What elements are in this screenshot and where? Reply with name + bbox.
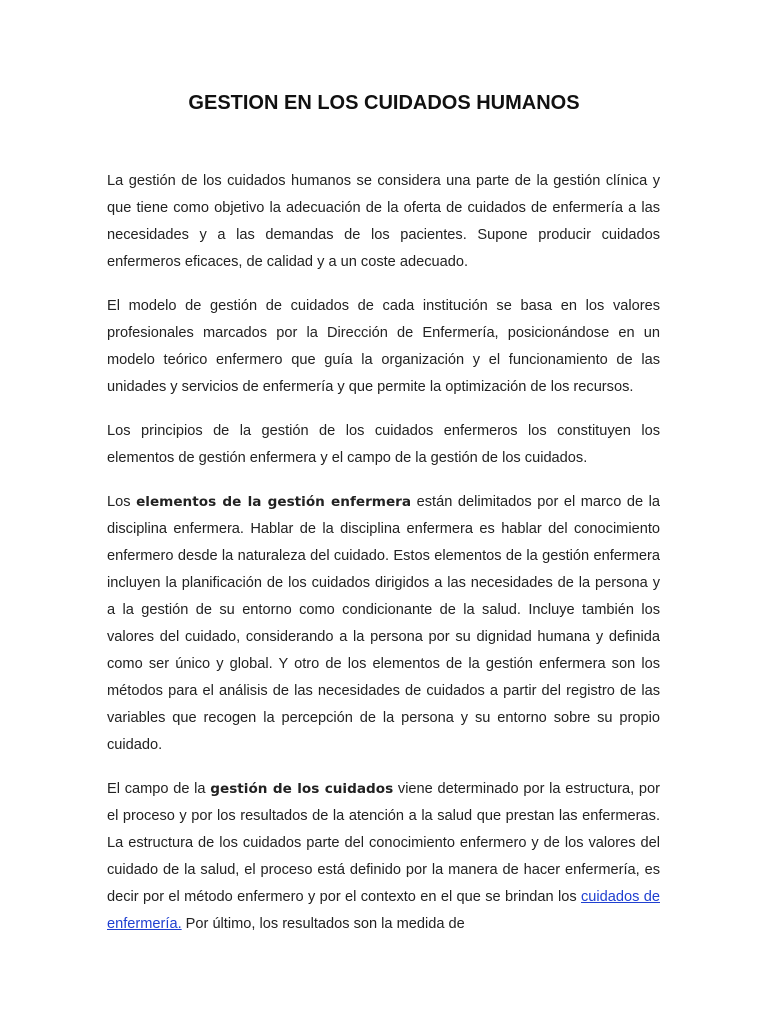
paragraph-4 (107, 489, 660, 759)
paragraph-1: La gestión de los cuidados humanos se considera una parte de la gestión clínica y que tiene como objetivo la adecuación de la oferta de cuidados de enfermería a las necesidades y a las demandas de los pacientes. Supone producir cuidados enfermeros eficaces, de calidad y a un coste adecuado. (107, 173, 660, 270)
paragraph-5-intro: El campo de la (107, 781, 211, 797)
document-body (107, 168, 660, 955)
paragraph-4-rest: están delimitados por el marco de la disciplina enfermera. Hablar de la disciplina enfermera es hablar del conocimiento enfermero desde la naturaleza del cuidado. Estos elementos de la gestión enfermera incluyen la planificación de los cuidados dirigidos a las necesidades de la persona y a la gestión de su entorno como condicionante de la salud. Incluye también los valores del cuidado, considerando a la persona por su dignidad humana y definida como ser único y global. Y otro de los elementos de la gestión enfermera son los métodos para el análisis de las necesidades de cuidados a partir del registro de las variables que recogen la percepción de la persona y su entorno sobre su propio cuidado. (107, 494, 660, 753)
cuidados-enfermeria-link[interactable]: cuidados de enfermería. (107, 889, 660, 932)
paragraph-4-bold-term: elementos de la gestión enfermera (136, 494, 412, 510)
paragraph-5 (107, 776, 660, 938)
paragraph-5-bold-term: gestión de los cuidados (210, 781, 394, 797)
paragraph-5-middle: viene determinado por la estructura, por el proceso y por los resultados de la atención a la salud que prestan las enfermeras. La estructura de los cuidados parte del conocimiento enfermero y de los valores del cuidado de la salud, el proceso está definido por la manera de hacer enfermería, es decir por el método enfermero y por el contexto en el que se brindan los (107, 781, 660, 905)
paragraph-2: El modelo de gestión de cuidados de cada institución se basa en los valores profesionales marcados por la Dirección de Enfermería, posicionándose en un modelo teórico enfermero que guía la organización y el funcionamiento de las unidades y servicios de enfermería y que permite la optimización de los recursos. (107, 298, 660, 395)
paragraph-3: Los principios de la gestión de los cuidados enfermeros los constituyen los elementos de gestión enfermera y el campo de la gestión de los cuidados. (107, 423, 660, 466)
paragraph-5-end: Por último, los resultados son la medida de (181, 916, 465, 932)
document-title: GESTION EN LOS CUIDADOS HUMANOS (188, 92, 580, 114)
paragraph-4-intro: Los (107, 494, 137, 510)
